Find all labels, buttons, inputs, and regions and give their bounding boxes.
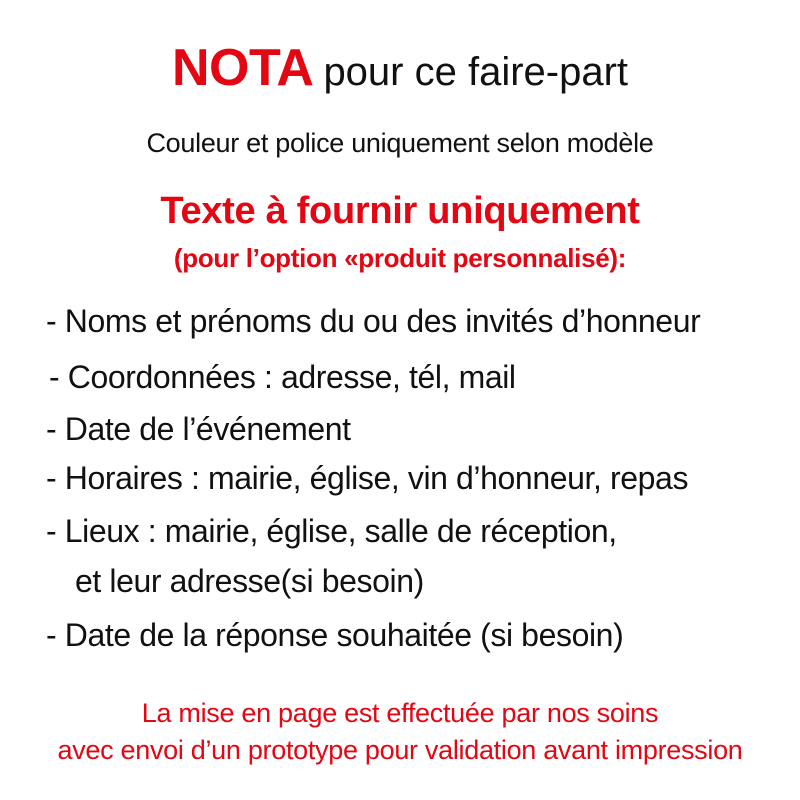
- footer-note-line-1: La mise en page est effectuée par nos soins: [141, 698, 659, 728]
- page-title: [0, 38, 800, 98]
- list-item: - Date de la réponse souhaitée (si besoin): [46, 617, 624, 653]
- footer-note-line-2: avec envoi d’un prototype pour validation avant impression: [57, 735, 743, 765]
- list-item: - Coordonnées : adresse, tél, mail: [49, 359, 516, 395]
- list-item: - Lieux : mairie, église, salle de réception,: [46, 513, 617, 549]
- list-item: - Date de l’événement: [46, 411, 351, 447]
- subtitle: Couleur et police uniquement selon modèle: [146, 128, 654, 158]
- title-rest: pour ce faire-part: [323, 50, 629, 94]
- section-heading: Texte à fournir uniquement: [160, 190, 640, 232]
- section-subheading: (pour l’option «produit personnalisé):: [173, 243, 627, 273]
- title-highlight: NOTA: [171, 39, 314, 97]
- list-item-continuation: et leur adresse(si besoin): [75, 563, 424, 599]
- list-item: - Horaires : mairie, église, vin d’honneur, repas: [46, 460, 689, 496]
- list-item: - Noms et prénoms du ou des invités d’honneur: [46, 303, 701, 339]
